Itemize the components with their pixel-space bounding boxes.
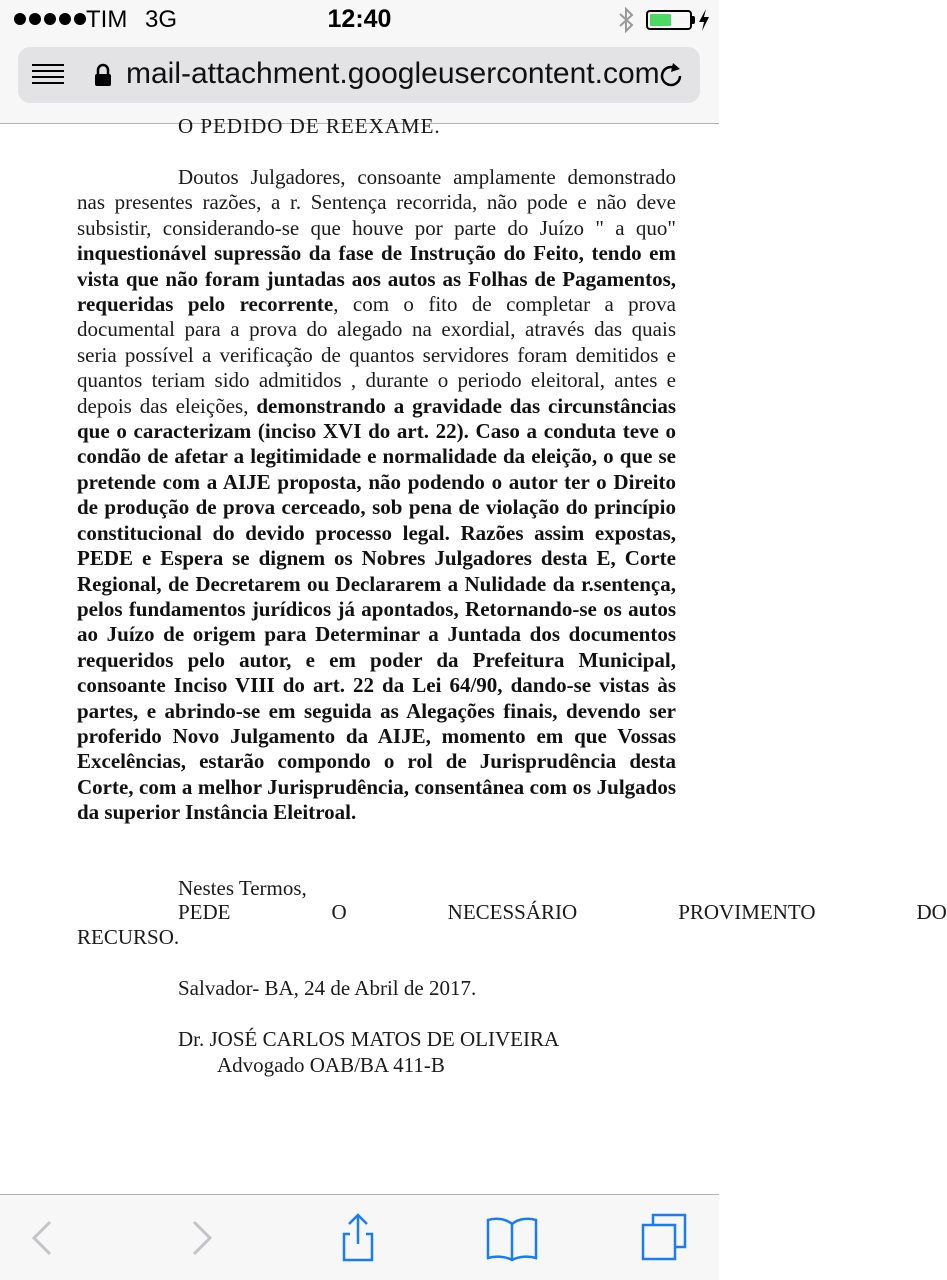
battery-icon — [646, 10, 692, 30]
request-word: NECESSÁRIO — [447, 900, 578, 924]
closing-line: Nestes Termos, — [178, 876, 307, 900]
charging-bolt-icon — [697, 8, 711, 32]
browser-address-area — [0, 40, 719, 124]
place-date: Salvador- BA, 24 de Abril de 2017. — [178, 976, 477, 1000]
tabs-icon — [639, 1213, 689, 1263]
menu-icon[interactable] — [32, 64, 64, 86]
url-text[interactable]: mail-attachment.googleusercontent.com — [126, 57, 660, 90]
text-segment: Doutos Julgadores, consoante amplamente demonstrado nas presentes razões, a r. Sentença recorrida, não pode e não deve subsistir, considerando-se que houve por parte do Juízo " a quo" — [77, 165, 676, 240]
lock-icon — [94, 63, 112, 87]
share-button[interactable] — [332, 1215, 384, 1261]
document-viewer[interactable] — [0, 114, 947, 1194]
battery-nub — [692, 16, 695, 24]
forward-arrow-icon — [188, 1218, 216, 1258]
reload-icon[interactable] — [656, 61, 686, 91]
bold-segment: demonstrando a gravidade das circunstâncias que o caracterizam (inciso XVI do art. 22). Caso a conduta teve o condão de afetar a legitimidade e normalidade da eleição, o que se pretende com a AIJE proposta, não podendo o autor ter o Direito de produção de prova cerceado, sob pena de violação do princípio constitucional do devido processo legal. Razões assim expostas, PEDE e Espera se dignem os Nobres Julgadores desta E, Corte Regional, de Decretarem ou Declararem a Nulidade da r.sentença, pelos fundamentos jurídicos já apontados, Retornando-se os autos ao Juízo de origem para Determinar a Juntada dos documentos requeridos pelo autor, e em poder da Prefeitura Municipal, consoante Inciso VIII do art. 22 da Lei 64/90, dando-se vistas às partes, e abrindo-se em seguida as Alegações finais, devendo ser proferido Novo Julgamento da AIJE, momento em que Vossas Excelências, estarão compondo o rol de Jurisprudência desta Corte, com a melhor Jurisprudência, consentânea com os Julgados da superior Instância Eleitroal. — [77, 393, 676, 825]
battery-fill — [650, 14, 671, 26]
status-bar — [0, 0, 719, 40]
argument-paragraph — [77, 165, 676, 826]
request-paragraph — [77, 900, 947, 951]
signal-dots-icon — [14, 13, 86, 25]
signer-oab: Advogado OAB/BA 411-B — [217, 1053, 445, 1077]
back-button[interactable] — [16, 1215, 68, 1261]
status-time: 12:40 — [327, 5, 392, 33]
request-word: DO — [916, 900, 947, 924]
request-word: PEDE — [178, 900, 231, 924]
request-line — [77, 900, 947, 925]
address-bar[interactable] — [18, 47, 700, 103]
back-arrow-icon — [28, 1218, 56, 1258]
request-end: RECURSO. — [77, 925, 180, 950]
browser-toolbar — [0, 1194, 719, 1280]
request-word: PROVIMENTO — [678, 900, 816, 924]
forward-button[interactable] — [176, 1215, 228, 1261]
tabs-button[interactable] — [638, 1215, 690, 1261]
bookmarks-button[interactable] — [486, 1215, 538, 1261]
section-heading-partial: O PEDIDO DE REEXAME. — [178, 114, 441, 138]
carrier-name: TIM — [86, 6, 128, 33]
bookmarks-icon — [485, 1214, 539, 1262]
network-type: 3G — [145, 6, 178, 33]
signer-name: Dr. JOSÉ CARLOS MATOS DE OLIVEIRA — [178, 1027, 560, 1051]
bluetooth-icon — [616, 6, 636, 34]
request-word: O — [331, 900, 347, 924]
bold-segment: inquestionável supressão da fase de Instrução do Feito, tendo em vista que não foram juntadas aos autos as Folhas de Pagamentos, requeridas pelo recorrente — [77, 241, 676, 317]
text-segment: , com o fito de completar a prova documental para a prova do alegado na exordial, através das quais seria possível a verificação de quantos servidores foram demitidos e quantos teriam sido admitidos , durante o periodo eleitoral, antes e depois das eleições, — [77, 292, 676, 418]
share-icon — [336, 1212, 380, 1264]
